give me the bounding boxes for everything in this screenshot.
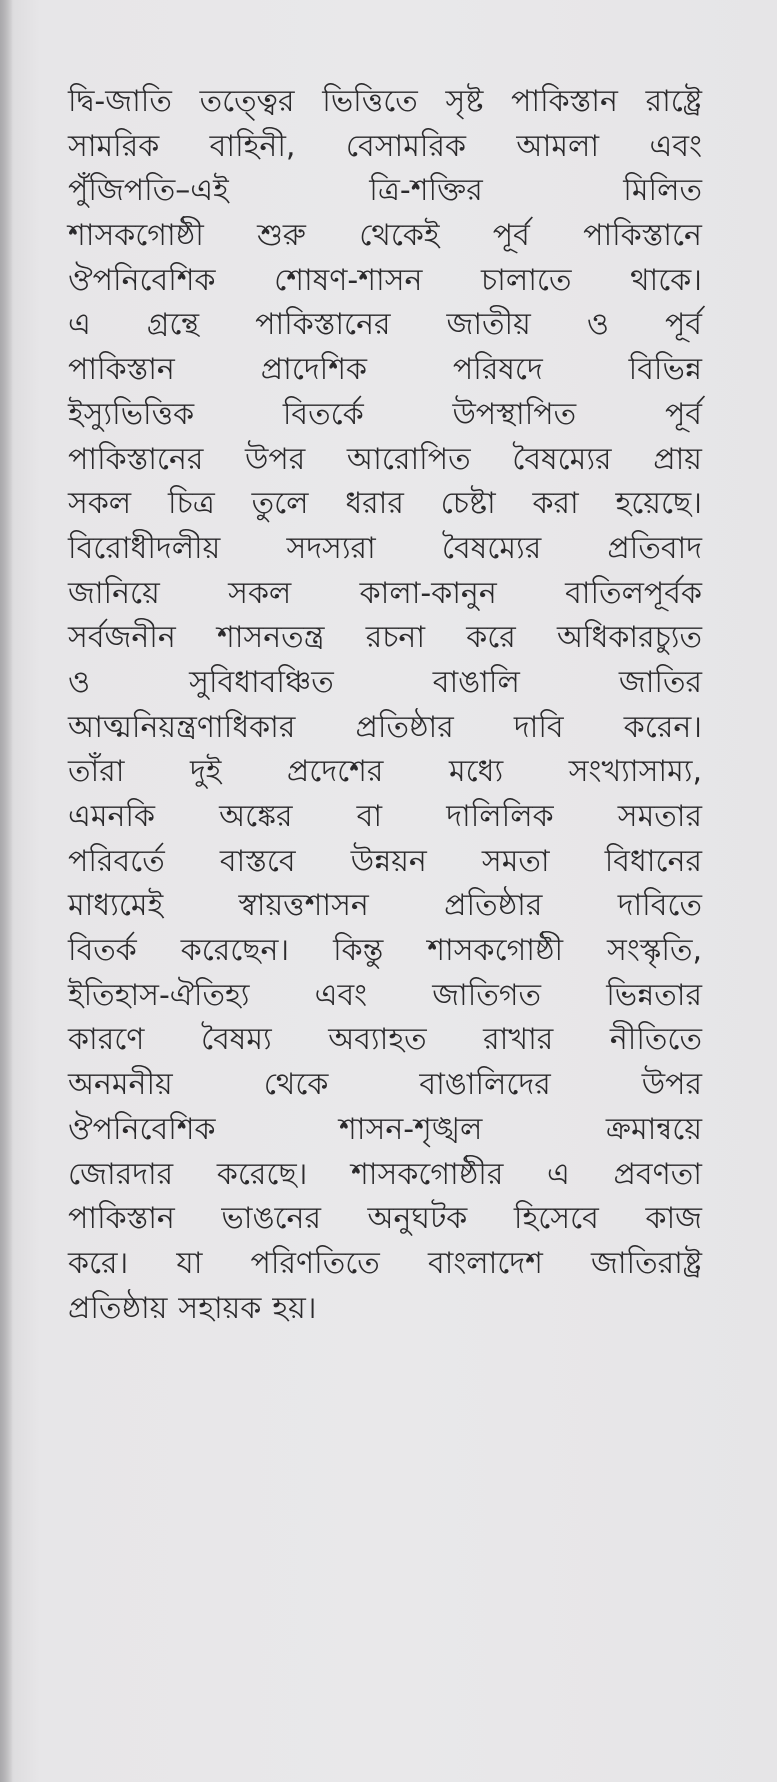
word: পূর্ব <box>664 307 702 343</box>
word: সর্বজনীন <box>68 620 176 656</box>
word: শুরু <box>257 218 306 254</box>
word: পূর্ব <box>664 396 702 432</box>
text-line <box>68 259 702 304</box>
word: জাতির <box>618 664 702 700</box>
word: পাকিস্তান <box>511 84 618 119</box>
word: বেসামরিক <box>345 128 466 164</box>
word: ক্রমান্বয়ে <box>605 1111 702 1147</box>
word: সংস্কৃতি, <box>607 933 702 969</box>
word: বাস্তবে <box>219 843 296 879</box>
word: দালিলিক <box>446 799 554 834</box>
text-line <box>68 1018 702 1063</box>
word: জাতিগত <box>432 977 542 1013</box>
text-line <box>68 661 702 706</box>
word: প্রতিষ্ঠার <box>444 888 543 924</box>
text-line <box>68 1153 702 1198</box>
word: আরোপিত <box>346 441 471 477</box>
word: শোষণ-শাসন <box>274 262 423 298</box>
word: রচনা <box>365 620 426 656</box>
word: তুলে <box>251 486 309 522</box>
word: জাতিরাষ্ট্র <box>591 1245 702 1281</box>
word: উপর <box>245 441 306 477</box>
word: মিলিত <box>623 173 702 209</box>
word: পূর্ব <box>492 218 530 254</box>
text-line <box>68 1197 702 1242</box>
text-line <box>68 974 702 1019</box>
word: সদস্যরা <box>286 530 376 566</box>
word: গ্রন্থে <box>146 307 200 343</box>
word: এ <box>547 1156 570 1192</box>
word: প্রতিষ্ঠার <box>355 709 454 745</box>
word: শাসন-শৃঙ্খল <box>339 1111 483 1147</box>
word: করেছেন। <box>180 933 290 969</box>
word: সংখ্যাসাম্য, <box>568 754 702 790</box>
text-line <box>68 438 702 483</box>
word: ও <box>586 307 609 343</box>
word: শাসনতন্ত্র <box>216 620 325 656</box>
word: হিসেবে <box>513 1201 599 1237</box>
word: আমলা <box>516 128 600 164</box>
text-line <box>68 303 702 348</box>
word: সহায়ক <box>178 1290 262 1326</box>
text-line <box>68 929 702 974</box>
word: দাবি <box>513 709 564 745</box>
word: সমতার <box>617 799 702 834</box>
text-line <box>68 795 702 840</box>
word: শাসকগোষ্ঠীর <box>351 1156 504 1192</box>
word: তত্ত্বের <box>199 84 295 119</box>
word: অনমনীয় <box>68 1067 173 1103</box>
word: পাকিস্তানে <box>583 218 702 254</box>
word: স্বায়ত্তশাসন <box>238 888 369 924</box>
word: জানিয়ে <box>68 575 160 611</box>
word: বা <box>356 799 383 834</box>
word: অধিকারচ্যুত <box>557 620 702 656</box>
word: অব্যাহত <box>328 1022 427 1058</box>
word: দাবিতে <box>617 888 702 924</box>
word: শাসকগোষ্ঠী <box>427 933 564 969</box>
word: বাংলাদেশ <box>427 1245 543 1281</box>
word: ঔপনিবেশিক <box>68 1111 216 1147</box>
text-line <box>68 393 702 438</box>
word: পরিষদে <box>452 352 543 388</box>
word: প্রাদেশিক <box>260 352 367 388</box>
text-line <box>68 706 702 751</box>
text-line <box>68 482 702 527</box>
word: আত্মনিয়ন্ত্রণাধিকার <box>68 709 296 745</box>
word: দুই <box>189 754 222 790</box>
word: এবং <box>314 977 368 1013</box>
word: বিতর্ক <box>68 933 137 969</box>
text-line <box>68 125 702 170</box>
word: পরিণতিতে <box>250 1245 380 1281</box>
word: ভিন্নতার <box>606 977 702 1013</box>
word: কিন্তু <box>333 933 384 969</box>
blurb-paragraph <box>68 80 702 1331</box>
word: করেন। <box>623 709 702 745</box>
word: যা <box>176 1245 203 1281</box>
word: হয়েছে। <box>615 486 702 522</box>
word: সমতা <box>481 843 550 879</box>
text-line <box>68 1242 702 1287</box>
word: প্রতিষ্ঠায় <box>68 1290 168 1326</box>
word: শাসকগোষ্ঠী <box>68 218 204 254</box>
word: করেছে। <box>216 1156 308 1192</box>
word: প্রবণতা <box>613 1156 702 1192</box>
word: বিভিন্ন <box>628 352 702 388</box>
text-line <box>68 169 702 214</box>
word: ভাঙনের <box>221 1201 321 1237</box>
word: বাঙালি <box>432 664 520 700</box>
word: করা <box>532 486 579 522</box>
word: বৈষম্যের <box>441 530 542 566</box>
word: ত্রি-শক্তির <box>369 173 483 209</box>
word: সুবিধাবঞ্চিত <box>189 664 334 700</box>
word: অনুঘটক <box>367 1201 468 1237</box>
word: তাঁরা <box>68 754 125 790</box>
word: প্রায় <box>653 441 702 477</box>
word: হয়। <box>272 1290 317 1326</box>
word: এমনকি <box>68 799 155 834</box>
word: করে। <box>68 1245 129 1281</box>
word: নীতিতে <box>609 1022 702 1058</box>
word: বাহিনী, <box>209 128 296 164</box>
word: বাঙালিদের <box>419 1067 551 1103</box>
word: বাতিলপূর্বক <box>565 575 702 611</box>
word: ভিত্তিতে <box>322 84 418 119</box>
word: ইতিহাস-ঐতিহ্য <box>68 977 250 1013</box>
text-line <box>68 1063 702 1108</box>
word: বিধানের <box>604 843 702 879</box>
text-line <box>68 1108 702 1153</box>
word: উন্নয়ন <box>350 843 427 879</box>
word: জোরদার <box>68 1156 174 1192</box>
word: এবং <box>649 128 702 164</box>
word: রাখার <box>483 1022 554 1058</box>
text-line <box>68 80 702 125</box>
word: উপস্থাপিত <box>452 396 577 432</box>
word: বিতর্কে <box>282 396 364 432</box>
word: চালাতে <box>480 262 572 298</box>
word: পাকিস্তান <box>68 1201 175 1237</box>
word: থেকেই <box>359 218 440 254</box>
text-line <box>68 840 702 885</box>
word: পাকিস্তানের <box>255 307 391 343</box>
word: পাকিস্তান <box>68 352 175 388</box>
word: প্রদেশের <box>286 754 384 790</box>
word: রাষ্ট্রে <box>645 84 702 119</box>
text-line <box>68 214 702 259</box>
text-line <box>68 750 702 795</box>
word: ঔপনিবেশিক <box>68 262 216 298</box>
word: সকল <box>228 575 292 611</box>
word: ইস্যুভিত্তিক <box>68 396 195 432</box>
word: মাধ্যমেই <box>68 888 164 924</box>
word: পরিবর্তে <box>68 843 165 879</box>
word: কাজ <box>645 1201 702 1237</box>
text-line <box>68 616 702 661</box>
word: কারণে <box>68 1022 145 1058</box>
word: এ <box>68 307 91 343</box>
word: মধ্যে <box>448 754 504 790</box>
word: সকল <box>68 486 132 522</box>
word: প্রতিবাদ <box>607 530 702 566</box>
word: জাতীয় <box>446 307 531 343</box>
word: বৈষম্য <box>200 1022 272 1058</box>
word: কালা-কানুন <box>359 575 497 611</box>
word: ধরার <box>345 486 404 522</box>
word: সামরিক <box>68 128 160 164</box>
word: চেষ্টা <box>440 486 496 522</box>
word: করে <box>466 620 516 656</box>
text-line <box>68 527 702 572</box>
text-line <box>68 1287 702 1332</box>
word: সৃষ্ট <box>445 84 484 119</box>
word: বৈষম্যের <box>512 441 612 477</box>
text-line <box>68 572 702 617</box>
word: পুঁজিপতি–এই <box>68 173 229 209</box>
word: থাকে। <box>630 262 702 298</box>
word: অঙ্কের <box>219 799 293 834</box>
word: থেকে <box>263 1067 329 1103</box>
word: চিত্র <box>167 486 215 522</box>
word: পাকিস্তানের <box>68 441 204 477</box>
text-line <box>68 348 702 393</box>
word: বিরোধীদলীয় <box>68 530 221 566</box>
text-line <box>68 884 702 929</box>
word: উপর <box>641 1067 702 1103</box>
word: দ্বি-জাতি <box>68 84 172 119</box>
word: ও <box>68 664 91 700</box>
